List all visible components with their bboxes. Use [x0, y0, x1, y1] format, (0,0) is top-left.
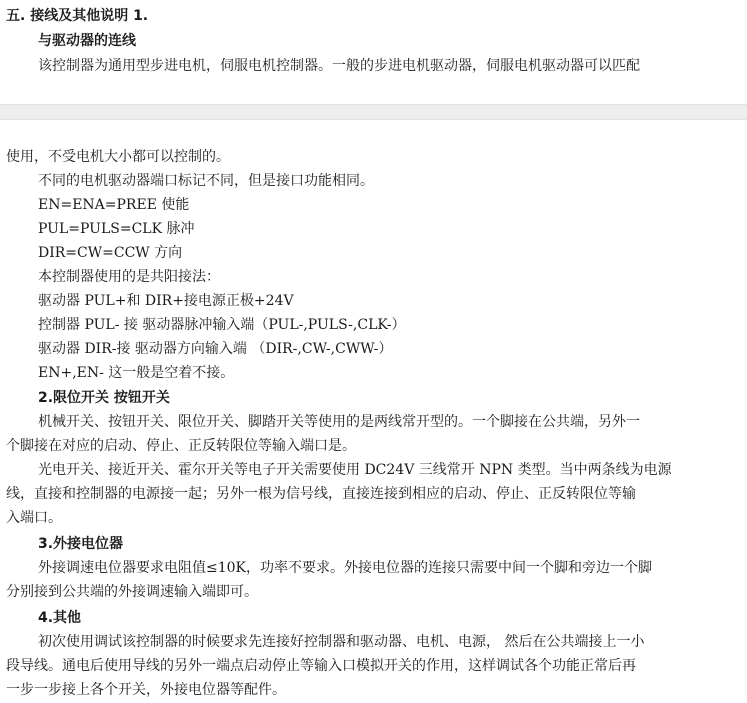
- paragraph-line: 不同的电机驱动器端口标记不同，但是接口功能相同。: [38, 173, 374, 189]
- paragraph-line: 个脚接在对应的启动、停止、正反转限位等输入端口是。: [6, 438, 356, 454]
- document-page-2: [0, 120, 747, 703]
- signal-line-dir: DIR=CW=CCW 方向: [38, 245, 183, 261]
- section-4-title: 4.其他: [38, 610, 82, 626]
- section-3-title: 3.外接电位器: [38, 536, 124, 552]
- signal-line-pul: PUL=PULS=CLK 脉冲: [38, 221, 195, 237]
- paragraph-line: 初次使用调试该控制器的时候要求先连接好控制器和驱动器、电机、电源， 然后在公共端接上一小: [38, 634, 645, 650]
- wiring-line: 控制器 PUL- 接 驱动器脉冲输入端（PUL-,PULS-,CLK-）: [38, 317, 406, 333]
- subsection-heading: 与驱动器的连线: [38, 33, 136, 49]
- paragraph-line: 段导线。通电后使用导线的另外一端点启动停止等输入口模拟开关的作用，这样调试各个功能正常后再: [6, 658, 636, 674]
- paragraph-line: 外接调速电位器要求电阻值≤10K，功率不要求。外接电位器的连接只需要中间一个脚和旁边一个脚: [38, 560, 653, 576]
- paragraph-line: 机械开关、按钮开关、限位开关、脚踏开关等使用的是两线常开型的。一个脚接在公共端，另外一: [38, 414, 640, 430]
- paragraph-line: 入端口。: [6, 510, 62, 526]
- paragraph-line: 该控制器为通用型步进电机，伺服电机控制器。一般的步进电机驱动器，伺服电机驱动器可以匹配: [38, 58, 640, 74]
- paragraph-line: 光电开关、接近开关、霍尔开关等电子开关需要使用 DC24V 三线常开 NPN 类型。当中两条线为电源: [38, 462, 672, 478]
- wiring-line: 驱动器 DIR-接 驱动器方向输入端 （DIR-,CW-,CWW-）: [38, 341, 393, 357]
- page-separator: [0, 104, 747, 120]
- document-page-1: [0, 0, 747, 104]
- paragraph-line: 分别接到公共端的外接调速输入端即可。: [6, 584, 258, 600]
- wiring-line: EN+,EN- 这一般是空着不接。: [38, 365, 235, 381]
- wiring-line: 驱动器 PUL+和 DIR+接电源正极+24V: [38, 293, 294, 309]
- paragraph-line: 线，直接和控制器的电源接一起；另外一根为信号线，直接连接到相应的启动、停止、正反转限位等输: [6, 486, 636, 502]
- paragraph-line: 本控制器使用的是共阳接法：: [38, 269, 220, 285]
- section-heading: 五. 接线及其他说明 1.: [6, 8, 149, 24]
- signal-line-en: EN=ENA=PREE 使能: [38, 197, 190, 213]
- section-2-title: 2.限位开关 按钮开关: [38, 390, 170, 406]
- paragraph-line: 使用，不受电机大小都可以控制的。: [6, 149, 230, 165]
- paragraph-line: 一步一步接上各个开关，外接电位器等配件。: [6, 682, 286, 698]
